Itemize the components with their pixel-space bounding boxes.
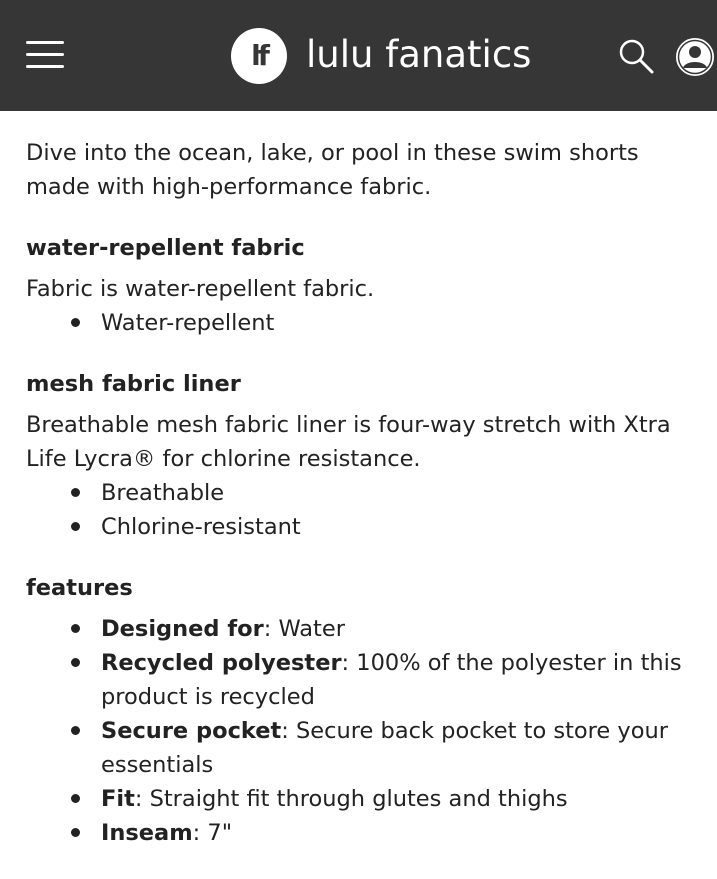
hamburger-line (26, 41, 64, 44)
top-navigation-bar (0, 0, 717, 111)
list-item (26, 510, 696, 544)
product-description (26, 136, 696, 850)
bullet-icon (71, 522, 80, 531)
section-water-repellent (26, 231, 696, 340)
list-item-text: Water-repellent (101, 310, 275, 336)
section-description: Fabric is water-repellent fabric. (26, 276, 375, 302)
bullet-list (26, 306, 696, 340)
feature-text: : 100% of the polyester in this product is recycled (101, 650, 682, 710)
list-item-text: Chlorine-resistant (101, 514, 301, 540)
hamburger-line (26, 65, 64, 68)
search-icon[interactable] (618, 38, 654, 74)
bullet-icon (71, 318, 80, 327)
section-mesh-liner (26, 367, 696, 544)
list-item (26, 782, 696, 816)
feature-text: : Water (263, 616, 345, 642)
bullet-icon (71, 488, 80, 497)
list-item (26, 714, 696, 782)
section-description: Breathable mesh fabric liner is four-way stretch with Xtra Life Lycra® for chlorine resistance. (26, 412, 671, 472)
feature-list (26, 612, 696, 850)
section-heading: mesh fabric liner (26, 371, 241, 397)
bullet-icon (71, 658, 80, 667)
bullet-icon (71, 726, 80, 735)
feature-title: Inseam (101, 820, 193, 846)
intro-paragraph: Dive into the ocean, lake, or pool in these swim shorts made with high-performance fabric. (26, 140, 639, 200)
bullet-icon (71, 624, 80, 633)
hamburger-line (26, 53, 64, 56)
feature-title: Designed for (101, 616, 264, 642)
list-item (26, 612, 696, 646)
list-item (26, 646, 696, 714)
feature-text: : Secure back pocket to store your essentials (101, 718, 669, 778)
list-item (26, 306, 696, 340)
list-item-text: Breathable (101, 480, 225, 506)
section-heading: water-repellent fabric (26, 235, 305, 261)
feature-text: : 7" (192, 820, 233, 846)
list-item (26, 476, 696, 510)
section-heading: features (26, 575, 133, 601)
hamburger-icon[interactable] (26, 40, 64, 70)
bullet-icon (71, 828, 80, 837)
section-features (26, 571, 696, 850)
brand-logo[interactable]: lf (231, 28, 287, 84)
bullet-icon (71, 794, 80, 803)
feature-title: Recycled polyester (101, 650, 342, 676)
user-icon[interactable] (675, 37, 715, 77)
list-item (26, 816, 696, 850)
brand-name[interactable]: lulu fanatics (306, 33, 532, 76)
feature-title: Secure pocket (101, 718, 282, 744)
bullet-list (26, 476, 696, 544)
feature-title: Fit (101, 786, 135, 812)
feature-text: : Straight fit through glutes and thighs (134, 786, 568, 812)
